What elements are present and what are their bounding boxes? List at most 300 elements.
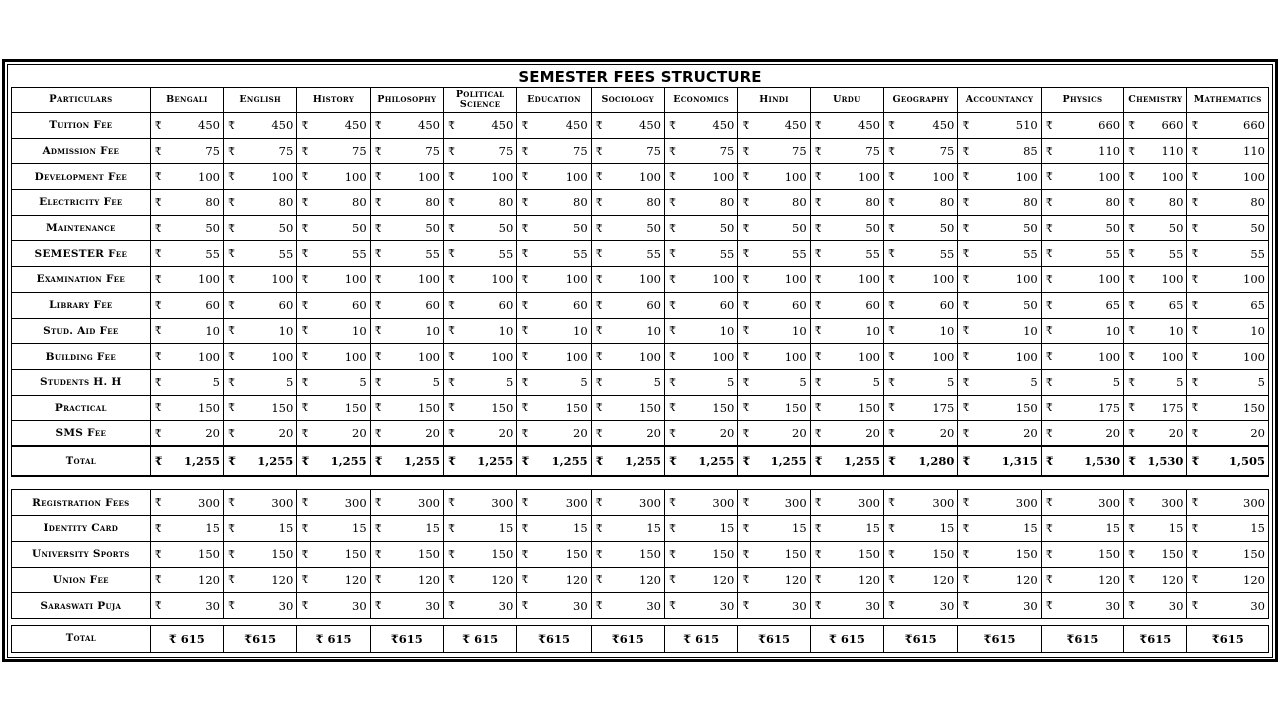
rupee-symbol: ₹ <box>1124 292 1136 318</box>
rupee-symbol: ₹ <box>443 567 455 593</box>
rupee-symbol: ₹ <box>591 190 603 216</box>
total-value: ₹ 615 <box>150 625 223 652</box>
fee-value: 10 <box>1136 318 1187 344</box>
fee-value: 150 <box>603 395 664 421</box>
rupee-symbol: ₹ <box>370 395 382 421</box>
rupee-symbol: ₹ <box>150 567 162 593</box>
fee-value: 10 <box>162 318 223 344</box>
fee-value: 100 <box>1199 267 1269 293</box>
rupee-symbol: ₹ <box>1187 267 1199 293</box>
fee-label: University Sports <box>12 541 151 567</box>
rupee-symbol: ₹ <box>958 567 970 593</box>
fee-value: 30 <box>382 593 443 619</box>
fee-value: 20 <box>382 421 443 447</box>
fee-label: Library Fee <box>12 292 151 318</box>
fee-label: Total <box>12 625 151 652</box>
fee-value: 10 <box>1199 318 1269 344</box>
rupee-symbol: ₹ <box>223 541 235 567</box>
fee-row <box>12 292 1269 318</box>
rupee-symbol: ₹ <box>517 190 529 216</box>
fee-row <box>12 490 1269 516</box>
subject-header: Chemistry <box>1124 88 1187 113</box>
fee-value: 80 <box>456 190 517 216</box>
fee-value: 120 <box>1053 567 1123 593</box>
rupee-symbol: ₹ <box>1041 593 1053 619</box>
fee-label: SMS Fee <box>12 421 151 447</box>
rupee-symbol: ₹ <box>223 190 235 216</box>
rupee-symbol: ₹ <box>738 369 750 395</box>
fee-value: 150 <box>529 395 591 421</box>
fee-value: 150 <box>309 541 370 567</box>
fee-value: 30 <box>1199 593 1269 619</box>
fee-row <box>12 215 1269 241</box>
fee-value: 50 <box>162 215 223 241</box>
fee-value: 150 <box>162 395 223 421</box>
rupee-symbol: ₹ <box>150 395 162 421</box>
rupee-symbol: ₹ <box>517 318 529 344</box>
subject-header: Bengali <box>150 88 223 113</box>
fee-value: 100 <box>382 344 443 370</box>
rupee-symbol: ₹ <box>223 395 235 421</box>
fee-value: 20 <box>1053 421 1123 447</box>
fee-value: 50 <box>1199 215 1269 241</box>
fee-value: 5 <box>896 369 958 395</box>
rupee-symbol: ₹ <box>1124 567 1136 593</box>
rupee-symbol: ₹ <box>1041 215 1053 241</box>
subject-header: Accountancy <box>958 88 1041 113</box>
rupee-symbol: ₹ <box>664 446 676 476</box>
fee-value: 30 <box>677 593 738 619</box>
rupee-symbol: ₹ <box>591 344 603 370</box>
fee-value: 20 <box>236 421 297 447</box>
fee-label: SEMESTER Fee <box>12 241 151 267</box>
rupee-symbol: ₹ <box>664 215 676 241</box>
fee-value: 1,255 <box>603 446 664 476</box>
rupee-symbol: ₹ <box>443 292 455 318</box>
rupee-symbol: ₹ <box>958 318 970 344</box>
rupee-symbol: ₹ <box>810 113 822 139</box>
fee-value: 75 <box>896 138 958 164</box>
rupee-symbol: ₹ <box>517 593 529 619</box>
total-value: ₹615 <box>1187 625 1269 652</box>
fee-value: 450 <box>750 113 810 139</box>
rupee-symbol: ₹ <box>223 344 235 370</box>
rupee-symbol: ₹ <box>443 241 455 267</box>
rupee-symbol: ₹ <box>297 490 309 516</box>
rupee-symbol: ₹ <box>443 490 455 516</box>
rupee-symbol: ₹ <box>738 516 750 542</box>
total-value: ₹ 615 <box>664 625 737 652</box>
rupee-symbol: ₹ <box>591 516 603 542</box>
rupee-symbol: ₹ <box>884 138 896 164</box>
fee-value: 60 <box>162 292 223 318</box>
fee-value: 75 <box>382 138 443 164</box>
rupee-symbol: ₹ <box>150 215 162 241</box>
rupee-symbol: ₹ <box>958 516 970 542</box>
fee-value: 60 <box>750 292 810 318</box>
rupee-symbol: ₹ <box>1187 318 1199 344</box>
rupee-symbol: ₹ <box>884 516 896 542</box>
fee-value: 100 <box>1136 164 1187 190</box>
rupee-symbol: ₹ <box>664 369 676 395</box>
fee-value: 110 <box>1053 138 1123 164</box>
rupee-symbol: ₹ <box>591 164 603 190</box>
fee-value: 120 <box>309 567 370 593</box>
rupee-symbol: ₹ <box>370 164 382 190</box>
rupee-symbol: ₹ <box>370 369 382 395</box>
rupee-symbol: ₹ <box>370 516 382 542</box>
fee-value: 150 <box>382 541 443 567</box>
fee-value: 75 <box>456 138 517 164</box>
fee-value: 100 <box>162 164 223 190</box>
fee-value: 100 <box>750 344 810 370</box>
rupee-symbol: ₹ <box>150 446 162 476</box>
rupee-symbol: ₹ <box>1187 516 1199 542</box>
fee-label: Admission Fee <box>12 138 151 164</box>
rupee-symbol: ₹ <box>297 593 309 619</box>
rupee-symbol: ₹ <box>958 421 970 447</box>
fee-value: 60 <box>822 292 883 318</box>
rupee-symbol: ₹ <box>1041 318 1053 344</box>
rupee-symbol: ₹ <box>1124 113 1136 139</box>
fee-value: 10 <box>896 318 958 344</box>
fee-label: Maintenance <box>12 215 151 241</box>
fee-value: 1,280 <box>896 446 958 476</box>
fee-value: 100 <box>1199 164 1269 190</box>
rupee-symbol: ₹ <box>443 138 455 164</box>
total-row <box>12 446 1269 476</box>
total-value: ₹615 <box>884 625 958 652</box>
rupee-symbol: ₹ <box>810 369 822 395</box>
rupee-symbol: ₹ <box>517 567 529 593</box>
fee-value: 10 <box>236 318 297 344</box>
fee-label: Tuition Fee <box>12 113 151 139</box>
rupee-symbol: ₹ <box>150 344 162 370</box>
fee-value: 75 <box>822 138 883 164</box>
rupee-symbol: ₹ <box>150 190 162 216</box>
fee-value: 150 <box>603 541 664 567</box>
rupee-symbol: ₹ <box>223 138 235 164</box>
fee-value: 75 <box>309 138 370 164</box>
fee-value: 50 <box>309 215 370 241</box>
rupee-symbol: ₹ <box>958 164 970 190</box>
spacer-row <box>12 476 1269 490</box>
rupee-symbol: ₹ <box>297 395 309 421</box>
rupee-symbol: ₹ <box>1041 567 1053 593</box>
fee-value: 300 <box>896 490 958 516</box>
rupee-symbol: ₹ <box>517 541 529 567</box>
rupee-symbol: ₹ <box>884 215 896 241</box>
fee-value: 120 <box>822 567 883 593</box>
rupee-symbol: ₹ <box>297 446 309 476</box>
fee-value: 300 <box>677 490 738 516</box>
fee-value: 15 <box>309 516 370 542</box>
fee-value: 5 <box>603 369 664 395</box>
rupee-symbol: ₹ <box>443 421 455 447</box>
fee-value: 1,255 <box>529 446 591 476</box>
rupee-symbol: ₹ <box>223 446 235 476</box>
fee-value: 60 <box>677 292 738 318</box>
rupee-symbol: ₹ <box>297 567 309 593</box>
fee-label: Development Fee <box>12 164 151 190</box>
rupee-symbol: ₹ <box>370 190 382 216</box>
particulars-header: Particulars <box>12 88 151 113</box>
rupee-symbol: ₹ <box>150 490 162 516</box>
rupee-symbol: ₹ <box>664 138 676 164</box>
fee-value: 75 <box>677 138 738 164</box>
fee-value: 300 <box>529 490 591 516</box>
rupee-symbol: ₹ <box>517 421 529 447</box>
rupee-symbol: ₹ <box>1124 490 1136 516</box>
rupee-symbol: ₹ <box>810 567 822 593</box>
rupee-symbol: ₹ <box>810 190 822 216</box>
fee-label: Registration Fees <box>12 490 151 516</box>
fee-value: 150 <box>456 395 517 421</box>
fee-value: 30 <box>236 593 297 619</box>
fee-value: 100 <box>1199 344 1269 370</box>
fee-value: 100 <box>822 267 883 293</box>
fee-value: 150 <box>1136 541 1187 567</box>
fee-value: 150 <box>750 395 810 421</box>
rupee-symbol: ₹ <box>591 267 603 293</box>
rupee-symbol: ₹ <box>370 446 382 476</box>
rupee-symbol: ₹ <box>297 241 309 267</box>
rupee-symbol: ₹ <box>1041 292 1053 318</box>
rupee-symbol: ₹ <box>370 490 382 516</box>
rupee-symbol: ₹ <box>958 344 970 370</box>
rupee-symbol: ₹ <box>517 138 529 164</box>
fee-value: 175 <box>1053 395 1123 421</box>
fee-value: 15 <box>529 516 591 542</box>
rupee-symbol: ₹ <box>591 369 603 395</box>
rupee-symbol: ₹ <box>443 164 455 190</box>
rupee-symbol: ₹ <box>591 318 603 344</box>
rupee-symbol: ₹ <box>1187 369 1199 395</box>
fee-value: 100 <box>750 164 810 190</box>
rupee-symbol: ₹ <box>591 113 603 139</box>
fee-value: 5 <box>382 369 443 395</box>
rupee-symbol: ₹ <box>443 113 455 139</box>
rupee-symbol: ₹ <box>1124 593 1136 619</box>
rupee-symbol: ₹ <box>370 215 382 241</box>
fee-row <box>12 567 1269 593</box>
rupee-symbol: ₹ <box>1124 318 1136 344</box>
fee-row <box>12 138 1269 164</box>
rupee-symbol: ₹ <box>443 593 455 619</box>
fee-value: 5 <box>456 369 517 395</box>
fee-value: 300 <box>750 490 810 516</box>
fee-value: 150 <box>896 541 958 567</box>
rupee-symbol: ₹ <box>738 241 750 267</box>
rupee-symbol: ₹ <box>297 421 309 447</box>
fee-value: 100 <box>309 344 370 370</box>
fee-value: 80 <box>1199 190 1269 216</box>
rupee-symbol: ₹ <box>884 421 896 447</box>
fee-value: 55 <box>529 241 591 267</box>
fee-row <box>12 516 1269 542</box>
rupee-symbol: ₹ <box>150 241 162 267</box>
fee-value: 1,255 <box>750 446 810 476</box>
rupee-symbol: ₹ <box>1041 190 1053 216</box>
rupee-symbol: ₹ <box>150 369 162 395</box>
total-value: ₹615 <box>1124 625 1187 652</box>
rupee-symbol: ₹ <box>517 446 529 476</box>
fee-value: 300 <box>822 490 883 516</box>
rupee-symbol: ₹ <box>591 215 603 241</box>
rupee-symbol: ₹ <box>443 215 455 241</box>
fee-value: 1,255 <box>822 446 883 476</box>
total-value: ₹ 615 <box>443 625 516 652</box>
rupee-symbol: ₹ <box>223 516 235 542</box>
rupee-symbol: ₹ <box>884 446 896 476</box>
fee-value: 85 <box>970 138 1041 164</box>
rupee-symbol: ₹ <box>1041 395 1053 421</box>
fee-value: 75 <box>750 138 810 164</box>
rupee-symbol: ₹ <box>1041 516 1053 542</box>
fee-value: 300 <box>456 490 517 516</box>
rupee-symbol: ₹ <box>810 241 822 267</box>
fee-value: 110 <box>1136 138 1187 164</box>
fee-value: 150 <box>677 395 738 421</box>
fee-value: 450 <box>822 113 883 139</box>
rupee-symbol: ₹ <box>297 369 309 395</box>
fee-value: 100 <box>896 164 958 190</box>
rupee-symbol: ₹ <box>664 593 676 619</box>
rupee-symbol: ₹ <box>1187 138 1199 164</box>
fee-value: 300 <box>1136 490 1187 516</box>
rupee-symbol: ₹ <box>884 113 896 139</box>
rupee-symbol: ₹ <box>297 267 309 293</box>
fee-value: 30 <box>456 593 517 619</box>
fee-value: 20 <box>970 421 1041 447</box>
rupee-symbol: ₹ <box>738 395 750 421</box>
fees-body <box>12 113 1269 653</box>
rupee-symbol: ₹ <box>223 369 235 395</box>
fee-value: 80 <box>750 190 810 216</box>
fee-value: 100 <box>1053 164 1123 190</box>
rupee-symbol: ₹ <box>1187 190 1199 216</box>
rupee-symbol: ₹ <box>517 215 529 241</box>
fee-value: 30 <box>529 593 591 619</box>
fee-value: 510 <box>970 113 1041 139</box>
rupee-symbol: ₹ <box>1187 421 1199 447</box>
rupee-symbol: ₹ <box>958 369 970 395</box>
fee-value: 80 <box>896 190 958 216</box>
rupee-symbol: ₹ <box>1124 516 1136 542</box>
fee-value: 60 <box>896 292 958 318</box>
rupee-symbol: ₹ <box>370 292 382 318</box>
fee-value: 80 <box>1136 190 1187 216</box>
rupee-symbol: ₹ <box>1187 446 1199 476</box>
fee-value: 15 <box>1136 516 1187 542</box>
fee-value: 10 <box>382 318 443 344</box>
fee-row <box>12 113 1269 139</box>
fee-value: 50 <box>970 292 1041 318</box>
subject-header: Political Science <box>443 88 516 113</box>
fee-value: 5 <box>1199 369 1269 395</box>
rupee-symbol: ₹ <box>738 344 750 370</box>
fee-value: 150 <box>677 541 738 567</box>
fee-value: 15 <box>1199 516 1269 542</box>
fee-value: 50 <box>236 215 297 241</box>
fee-value: 450 <box>529 113 591 139</box>
rupee-symbol: ₹ <box>738 190 750 216</box>
fee-value: 5 <box>309 369 370 395</box>
subject-header: English <box>223 88 296 113</box>
fee-value: 120 <box>1136 567 1187 593</box>
fee-value: 100 <box>236 267 297 293</box>
fee-value: 100 <box>970 267 1041 293</box>
fee-value: 15 <box>822 516 883 542</box>
fee-value: 30 <box>970 593 1041 619</box>
fee-value: 450 <box>896 113 958 139</box>
rupee-symbol: ₹ <box>810 446 822 476</box>
fee-value: 100 <box>603 267 664 293</box>
fee-value: 5 <box>529 369 591 395</box>
rupee-symbol: ₹ <box>150 113 162 139</box>
fee-value: 1,530 <box>1136 446 1187 476</box>
rupee-symbol: ₹ <box>1124 344 1136 370</box>
fee-value: 10 <box>603 318 664 344</box>
subject-header: Physics <box>1041 88 1123 113</box>
rupee-symbol: ₹ <box>517 369 529 395</box>
fee-value: 20 <box>1199 421 1269 447</box>
rupee-symbol: ₹ <box>1041 446 1053 476</box>
fee-value: 100 <box>896 344 958 370</box>
rupee-symbol: ₹ <box>370 421 382 447</box>
rupee-symbol: ₹ <box>884 490 896 516</box>
fee-value: 450 <box>236 113 297 139</box>
subject-header: Philosophy <box>370 88 443 113</box>
fee-value: 175 <box>896 395 958 421</box>
fee-value: 55 <box>162 241 223 267</box>
fee-value: 55 <box>1053 241 1123 267</box>
fee-value: 65 <box>1136 292 1187 318</box>
rupee-symbol: ₹ <box>1124 241 1136 267</box>
rupee-symbol: ₹ <box>223 567 235 593</box>
fee-value: 150 <box>382 395 443 421</box>
rupee-symbol: ₹ <box>958 215 970 241</box>
rupee-symbol: ₹ <box>664 318 676 344</box>
rupee-symbol: ₹ <box>517 113 529 139</box>
rupee-symbol: ₹ <box>1041 164 1053 190</box>
subject-header: Economics <box>664 88 737 113</box>
fee-value: 450 <box>603 113 664 139</box>
fee-value: 55 <box>456 241 517 267</box>
fee-value: 50 <box>750 215 810 241</box>
rupee-symbol: ₹ <box>884 267 896 293</box>
fee-row <box>12 164 1269 190</box>
rupee-symbol: ₹ <box>443 318 455 344</box>
rupee-symbol: ₹ <box>517 164 529 190</box>
fee-value: 300 <box>970 490 1041 516</box>
fee-value: 1,315 <box>970 446 1041 476</box>
rupee-symbol: ₹ <box>150 138 162 164</box>
rupee-symbol: ₹ <box>1187 113 1199 139</box>
rupee-symbol: ₹ <box>591 241 603 267</box>
rupee-symbol: ₹ <box>370 344 382 370</box>
fee-value: 30 <box>822 593 883 619</box>
fee-label: Total <box>12 446 151 476</box>
rupee-symbol: ₹ <box>223 421 235 447</box>
total-value: ₹615 <box>517 625 591 652</box>
fee-value: 50 <box>456 215 517 241</box>
document-title: SEMESTER FEES STRUCTURE <box>518 68 762 86</box>
rupee-symbol: ₹ <box>1041 241 1053 267</box>
rupee-symbol: ₹ <box>443 446 455 476</box>
rupee-symbol: ₹ <box>810 395 822 421</box>
rupee-symbol: ₹ <box>738 267 750 293</box>
